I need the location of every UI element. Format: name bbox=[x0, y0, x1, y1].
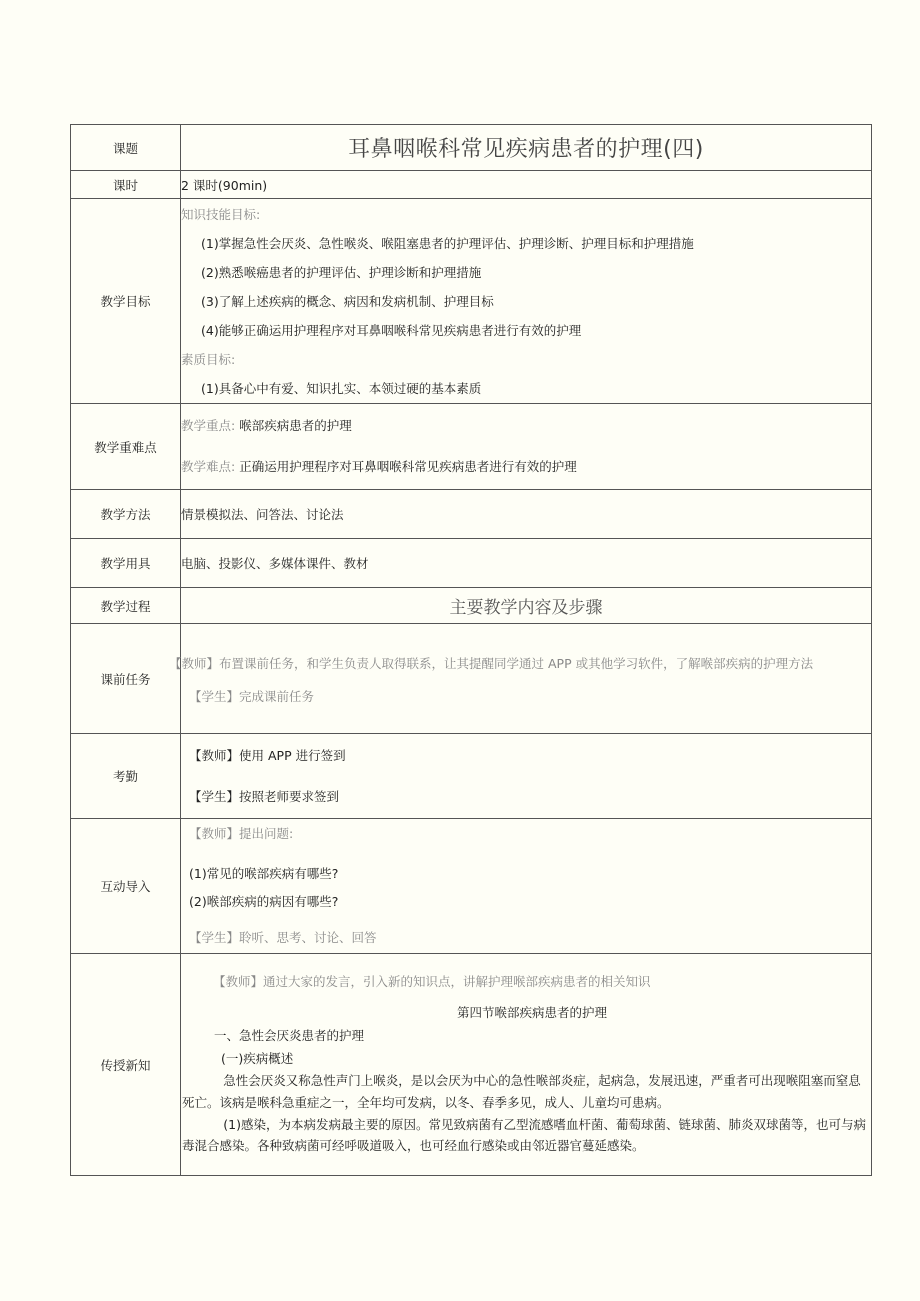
knowledge-heading: 知识技能目标: bbox=[181, 206, 261, 222]
objective-item: (1)掌握急性会厌炎、急性喉炎、喉阻塞患者的护理评估、护理诊断、护理目标和护理措施 bbox=[201, 235, 694, 251]
objective-item: (2)熟悉喉癌患者的护理评估、护理诊断和护理措施 bbox=[201, 264, 482, 280]
objective-item: (4)能够正确运用护理程序对耳鼻咽喉科常见疾病患者进行有效的护理 bbox=[201, 322, 582, 338]
subsection-title: 一、急性会厌炎患者的护理 bbox=[214, 1027, 365, 1043]
methods-label: 教学方法 bbox=[71, 490, 181, 539]
new-knowledge-teacher: 【教师】通过大家的发言，引入新的知识点，讲解护理喉部疾病患者的相关知识 bbox=[213, 973, 651, 989]
hours-value: 2 课时(90min) bbox=[181, 171, 872, 199]
pre-class-student: 【学生】完成课前任务 bbox=[189, 688, 315, 704]
attendance-content bbox=[181, 734, 872, 819]
row-key-points bbox=[71, 404, 872, 490]
attendance-label: 考勤 bbox=[71, 734, 181, 819]
intro-teacher: 【教师】提出问题: bbox=[189, 826, 294, 841]
paragraph: 急性会厌炎又称急性声门上喉炎，是以会厌为中心的急性喉部炎症，起病急，发展迅速，严重者可出现喉阻塞而窒息死亡。该病是喉科急重症之一，全年均可发病，以冬、春季多见，成人、儿童均可患病。 bbox=[182, 1072, 861, 1110]
quality-heading: 素质目标: bbox=[181, 351, 236, 367]
intro-question: (1)常见的喉部疾病有哪些? bbox=[189, 866, 339, 881]
key-points-label: 教学重难点 bbox=[71, 404, 181, 490]
key-points-content bbox=[181, 404, 872, 490]
focus-label: 教学重点: bbox=[181, 418, 236, 433]
row-objectives bbox=[71, 199, 872, 404]
row-tools bbox=[71, 539, 872, 588]
tools-text: 电脑、投影仪、多媒体课件、教材 bbox=[181, 539, 872, 588]
process-label: 教学过程 bbox=[71, 588, 181, 624]
objective-item: (3)了解上述疾病的概念、病因和发病机制、护理目标 bbox=[201, 293, 494, 309]
quality-item: (1)具备心中有爱、知识扎实、本领过硬的基本素质 bbox=[201, 380, 482, 396]
tools-label: 教学用具 bbox=[71, 539, 181, 588]
row-pre-class bbox=[71, 624, 872, 734]
intro-question: (2)喉部疾病的病因有哪些? bbox=[189, 894, 339, 909]
intro-label: 互动导入 bbox=[71, 819, 181, 954]
attendance-student: 【学生】按照老师要求签到 bbox=[189, 788, 340, 804]
new-knowledge-label: 传授新知 bbox=[71, 954, 181, 1176]
difficulty-text: 正确运用护理程序对耳鼻咽喉科常见疾病患者进行有效的护理 bbox=[239, 459, 577, 474]
row-process-header bbox=[71, 588, 872, 624]
section-title: 第四节喉部疾病患者的护理 bbox=[456, 1004, 607, 1020]
methods-text: 情景模拟法、问答法、讨论法 bbox=[181, 490, 872, 539]
objectives-label: 教学目标 bbox=[71, 199, 181, 404]
intro-content bbox=[181, 819, 872, 954]
pre-class-content bbox=[169, 624, 872, 734]
row-methods bbox=[71, 490, 872, 539]
pre-class-teacher: 【教师】布置课前任务，和学生负责人取得联系，让其提醒同学通过 APP 或其他学习软件，了解喉部疾病的护理方法 bbox=[169, 655, 814, 671]
paragraph: (1)感染，为本病发病最主要的原因。常见致病菌有乙型流感嗜血杆菌、葡萄球菌、链球菌、肺炎双球菌等，也可与病毒混合感染。各种致病菌可经呼吸道吸入，也可经血行感染或由邻近器官蔓延感染。 bbox=[182, 1116, 866, 1154]
objectives-content bbox=[181, 199, 872, 404]
page-title: 耳鼻咽喉科常见疾病患者的护理(四) bbox=[181, 125, 872, 171]
difficulty-label: 教学难点: bbox=[181, 459, 236, 474]
row-attendance bbox=[71, 734, 872, 819]
row-intro bbox=[71, 819, 872, 954]
row-topic bbox=[71, 125, 872, 171]
new-knowledge-content bbox=[181, 954, 872, 1176]
intro-student: 【学生】聆听、思考、讨论、回答 bbox=[189, 930, 377, 945]
lesson-plan-table bbox=[70, 124, 872, 1176]
pre-class-label: 课前任务 bbox=[71, 624, 181, 734]
row-new-knowledge bbox=[71, 954, 872, 1176]
topic-label: 课题 bbox=[71, 125, 181, 171]
focus-text: 喉部疾病患者的护理 bbox=[239, 418, 352, 433]
sub-subsection-title: (一)疾病概述 bbox=[221, 1050, 294, 1066]
hours-label: 课时 bbox=[71, 171, 181, 199]
row-hours bbox=[71, 171, 872, 199]
process-heading: 主要教学内容及步骤 bbox=[181, 588, 872, 624]
attendance-teacher: 【教师】使用 APP 进行签到 bbox=[189, 747, 346, 763]
